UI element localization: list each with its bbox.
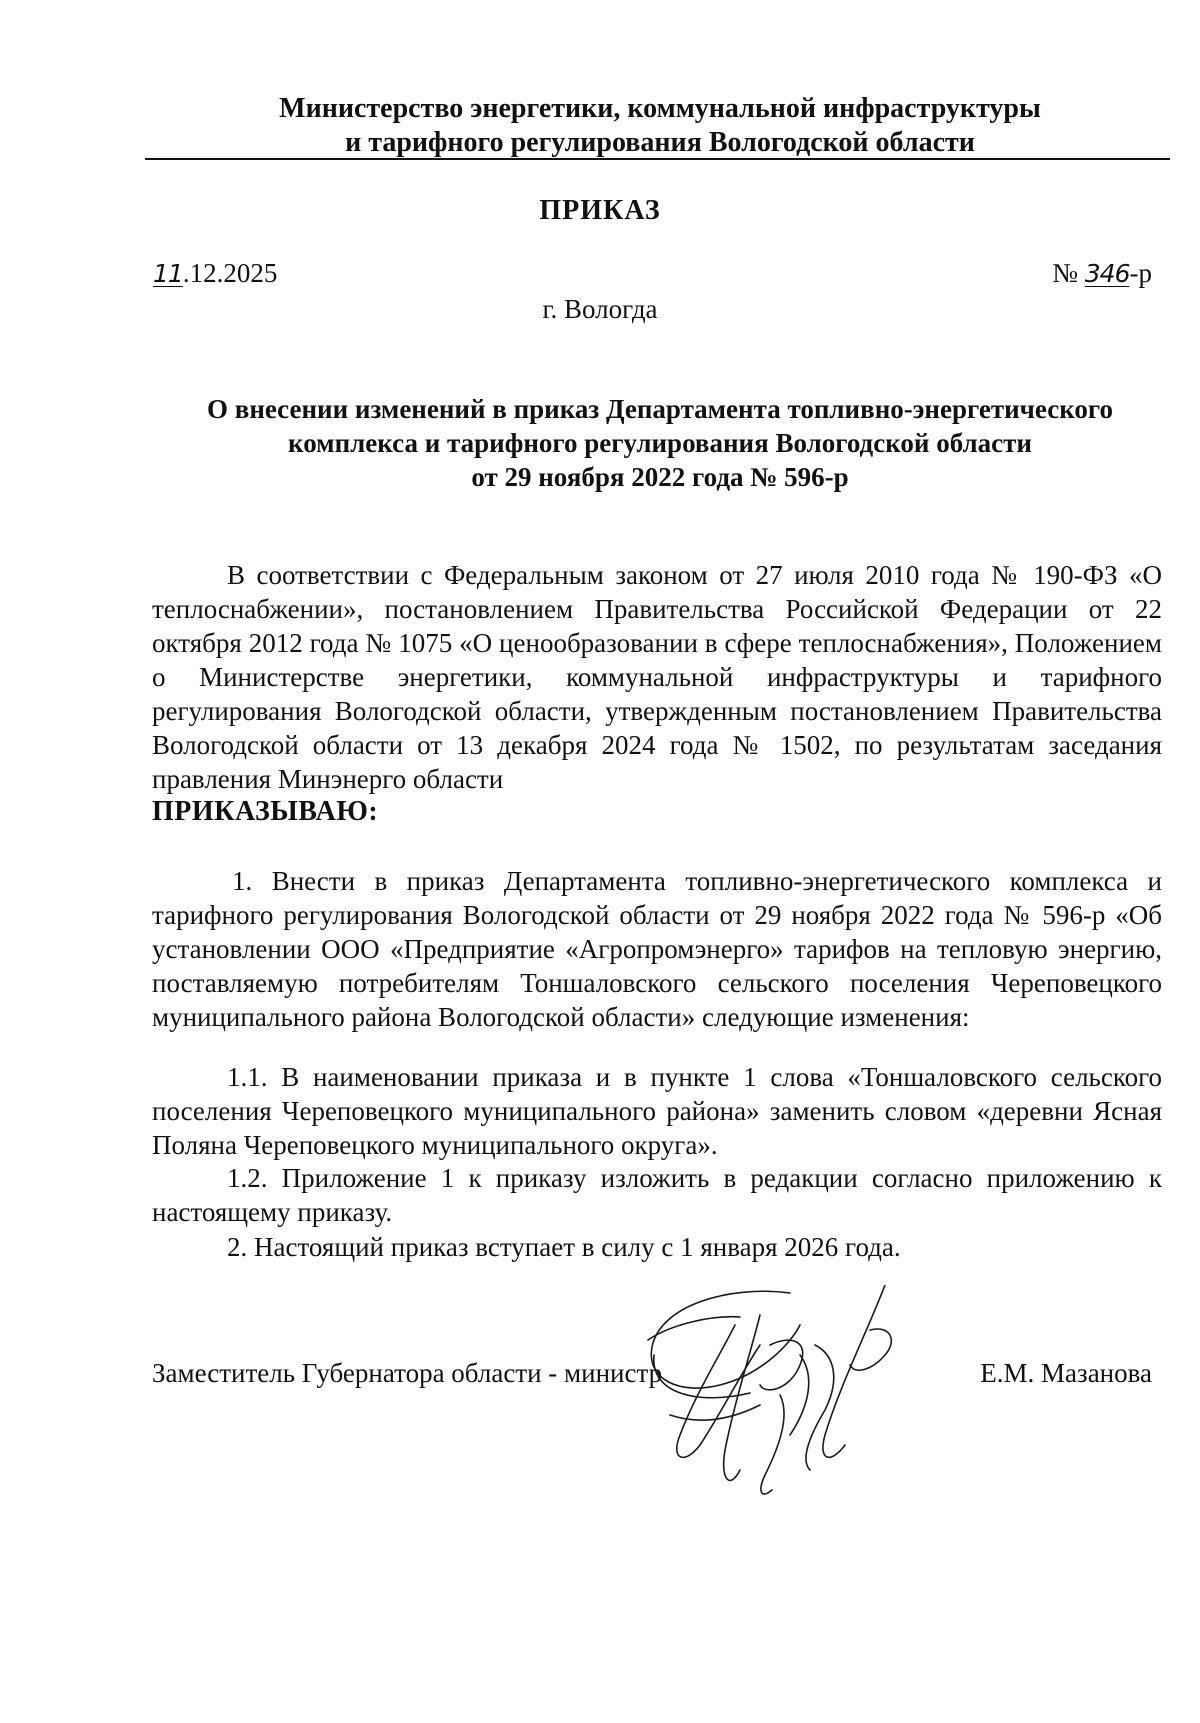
- number-sign: №: [1052, 258, 1079, 288]
- document-number: [1052, 258, 1152, 289]
- document-date: [153, 258, 277, 289]
- clause-1-2: 1.2. Приложение 1 к приказу изложить в редакции согласно приложению к настоящему приказу.: [152, 1163, 1162, 1227]
- header-divider: [145, 158, 1170, 160]
- document-subject: [150, 392, 1170, 494]
- clause-1-1: 1.1. В наименовании приказа и в пункте 1 слова «Тоншаловского сельского поселения Череповецкого муниципального района» заменить словом «деревни Ясная Поляна Череповецкого муниципального округа».: [152, 1062, 1162, 1160]
- date-day-handwritten: 11: [153, 259, 183, 288]
- ministry-name-line-1: Министерство энергетики, коммунальной инфраструктуры: [279, 93, 1041, 124]
- signer-name: Е.М. Мазанова: [980, 1358, 1152, 1388]
- signer-position: Заместитель Губернатора области - министр: [152, 1358, 663, 1388]
- number-suffix: -р: [1129, 258, 1152, 288]
- handwritten-signature: [640, 1285, 970, 1515]
- subject-line-2: комплекса и тарифного регулирования Вологодской области: [288, 428, 1032, 458]
- subject-line-1: О внесении изменений в приказ Департамента топливно-энергетического: [206, 394, 1113, 424]
- ministry-header: [150, 92, 1170, 160]
- ministry-name-line-2: и тарифного регулирования Вологодской области: [345, 127, 975, 158]
- document-type-title: ПРИКАЗ: [539, 195, 661, 226]
- preamble-paragraph: В соответствии с Федеральным законом от 27 июля 2010 года № 190-ФЗ «О теплоснабжении», постановлением Правительства Российской Федерации от 22 октября 2012 года № 1075 «О ценообразовании в сфере теплоснабжения», Положением о Министерстве энергетики, коммунальной инфраструктуры и тарифного регулирования Вологодской области, утвержденным постановлением Правительства Вологодской области от 13 декабря 2024 года № 1502, по результатам заседания правления Минэнерго области: [152, 560, 1162, 794]
- clause-2: 2. Настоящий приказ вступает в силу с 1 января 2026 года.: [227, 1232, 901, 1262]
- document-city: г. Вологда: [542, 294, 658, 324]
- clause-1: 1. Внести в приказ Департамента топливно-энергетического комплекса и тарифного регулирования Вологодской области от 29 ноября 2022 года № 596-р «Об установлении ООО «Предприятие «Агропромэнерго» тарифов на тепловую энергию, поставляемую потребителям Тоншаловского сельского поселения Череповецкого муниципального района Вологодской области» следующие изменения:: [152, 866, 1162, 1032]
- date-month-year: .12.2025: [182, 258, 278, 288]
- order-word: ПРИКАЗЫВАЮ:: [152, 796, 379, 827]
- number-value-handwritten: 346: [1084, 259, 1130, 288]
- subject-line-3: от 29 ноября 2022 года № 596-р: [471, 462, 849, 492]
